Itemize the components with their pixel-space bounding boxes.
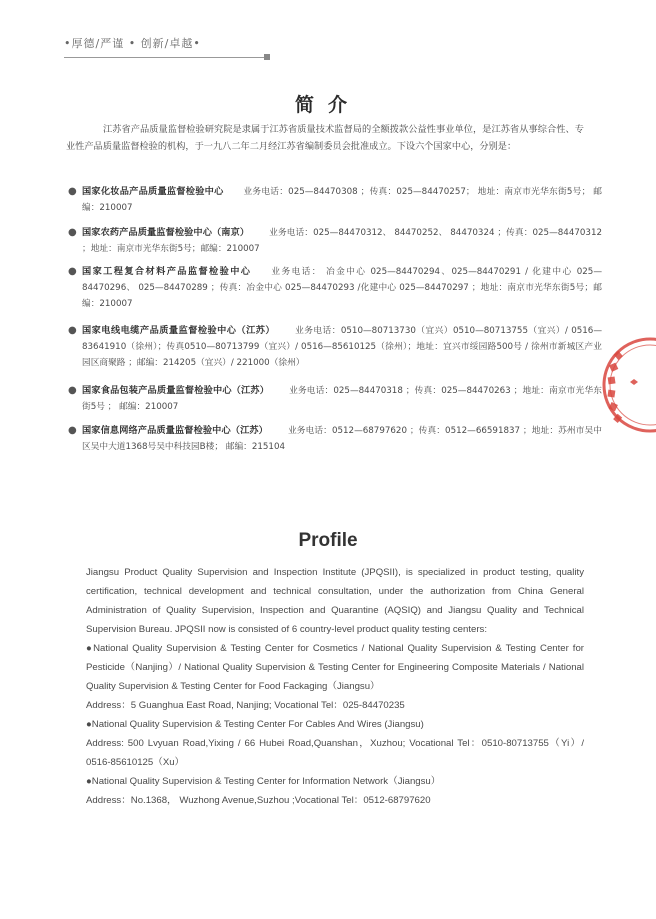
- center-details: 业务电话：025—84470308 ；传真：025—84470257； 地址：南京市光华东街5号； 邮编：210007: [82, 187, 602, 214]
- bullet-icon: ●: [68, 227, 77, 238]
- center-item: [68, 383, 602, 415]
- header-divider: [64, 57, 266, 58]
- institute-seal-stamp: [588, 330, 656, 440]
- en-paragraph-centers: ●National Quality Supervision & Testing Center for Information Network（Jiangsu）: [86, 776, 441, 787]
- center-item: [68, 184, 602, 216]
- bullet-icon: ●: [68, 266, 77, 277]
- center-name: 国家电线电缆产品质量监督检验中心（江苏）: [82, 325, 276, 336]
- bullet-icon: ●: [68, 325, 77, 336]
- center-item: [68, 323, 602, 372]
- cn-intro-paragraph: 江苏省产品质量监督检验研究院是隶属于江苏省质量技术监督局的全额拨款公益性事业单位，是江苏省从事综合性、专业性产品质量监督检验的机构，于一九八二年二月经江苏省编制委员会批准成立。下设六个国家中心，分别是：: [66, 124, 584, 152]
- center-name: 国家化妆品产品质量监督检验中心: [82, 186, 224, 197]
- en-paragraph-address: Address: 500 Lvyuan Road,Yixing / 66 Hubei Road,Quanshan，Xuzhou; Vocational Tel：0510-80713755（Yi）/ 0516-85610125（Xu）: [86, 738, 584, 768]
- center-item: [68, 264, 602, 313]
- cn-section-title: 简介: [294, 94, 361, 116]
- center-name: 国家信息网络产品质量监督检验中心（江苏）: [82, 425, 268, 436]
- center-details: 业务电话：025—84470312、 84470252、 84470324 ；传真：025—84470312 ；地址：南京市光华东街5号；邮编：210007: [82, 228, 602, 255]
- seal-icon: [588, 330, 656, 440]
- en-paragraph-intro: Jiangsu Product Quality Supervision and Inspection Institute (JPQSII), is specialized in product testing, quality certification, technical development and technical consultation, under the authorization from China General Administration of Quality Supervision, Inspection and Quarantine (AQSIQ) and Jiangsu Quality and Technical Supervision Bureau. JPQSII now is consisted of 6 country-level product quality testing centers:: [86, 567, 584, 635]
- header-divider-marker: [264, 54, 270, 60]
- center-details: 业务电话：0512—68797620 ；传真：0512—66591837 ；地址：苏州市吴中区吴中大道1368号吴中科技园B楼； 邮编：215104: [82, 426, 602, 453]
- en-paragraph-address: Address：No.1368， Wuzhong Avenue,Suzhou ;Vocational Tel：0512-68797620: [86, 795, 431, 806]
- bullet-icon: ●: [68, 186, 77, 197]
- center-details: 业务电话：025—84470318 ；传真：025—84470263 ；地址：南京市光华东街5号 ； 邮编：210007: [82, 386, 602, 413]
- center-name: 国家工程复合材料产品监督检验中心: [82, 266, 252, 277]
- bullet-icon: ●: [68, 385, 77, 396]
- en-paragraph-address: Address：5 Guanghua East Road, Nanjing; Vocational Tel：025-84470235: [86, 700, 405, 711]
- center-details: 业务电话： 冶金中心 025—84470294、025—84470291 / 化建中心 025—84470296、 025—84470289 ；传真：冶金中心 025—84470293 /化建中心 025—84470297 ；地址：南京市光华东街5号；邮编：210007: [82, 267, 603, 310]
- header-motto: •厚德/严谨 • 创新/卓越•: [64, 37, 201, 50]
- en-paragraph-centers: ●National Quality Supervision & Testing Center for Cosmetics / National Quality Supervision & Testing Center for Pesticide（Nanjing）/ National Quality Supervision & Testing Center for Engineering Composite Materials / National Quality Supervision & Testing Center for Food Fackaging（Jiangsu）: [86, 643, 584, 692]
- center-details: 业务电话：0510—80713730（宜兴）0510—80713755（宜兴）/ 0516—83641910（徐州）；传真0510—80713799（宜兴）/ 0516—85610125（徐州）；地址：宜兴市绥园路500号 / 徐州市新城区产业园区商聚路 ；邮编：214205（宜兴）/ 221000（徐州）: [82, 326, 603, 369]
- en-paragraph-centers: ●National Quality Supervision & Testing Center For Cables And Wires (Jiangsu): [86, 719, 424, 730]
- center-name: 国家食品包装产品质量监督检验中心（江苏）: [82, 385, 270, 396]
- en-section-title: Profile: [298, 530, 358, 551]
- en-profile-text: [86, 563, 584, 810]
- center-item: [68, 423, 602, 455]
- center-item: [68, 225, 602, 257]
- bullet-icon: ●: [68, 425, 77, 436]
- center-name: 国家农药产品质量监督检验中心（南京）: [82, 227, 250, 238]
